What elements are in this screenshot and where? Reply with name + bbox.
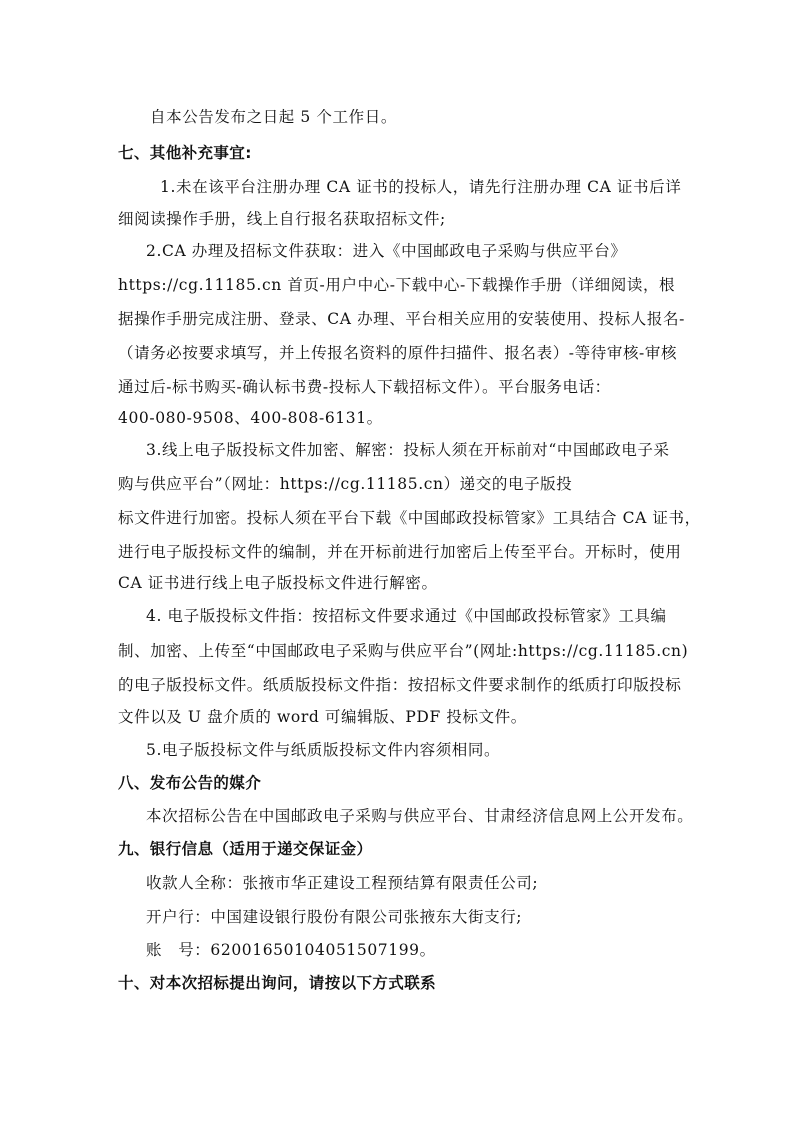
s7-p1-line2: 细阅读操作手册，线上自行报名获取招标文件;: [118, 210, 446, 228]
s7-p2-line4: （请务必按要求填写，并上传报名资料的原件扫描件、报名表）-等待审核-审核: [118, 344, 678, 362]
s7-p4-line4: 文件以及 U 盘介质的 word 可编辑版、PDF 投标文件。: [118, 708, 527, 726]
s7-p4-line2: 制、加密、上传至“中国邮政电子采购与供应平台”(网址:https://cg.11185.cn): [118, 642, 689, 660]
s7-p2-line2: https://cg.11185.cn 首页-用户中心-下载中心-下载操作手册（详细阅读，根: [118, 276, 676, 294]
s7-p2-line6: 400-080-9508、400-808-6131。: [118, 409, 383, 427]
section8-body: 本次招标公告在中国邮政电子采购与供应平台、甘肃经济信息网上公开发布。: [146, 807, 694, 825]
s7-p3-line1: 3.线上电子版投标文件加密、解密：投标人须在开标前对“中国邮政电子采: [146, 441, 670, 459]
s7-p2-line5: 通过后-标书购买-确认标书费-投标人下载招标文件）。平台服务电话：: [118, 378, 611, 396]
s7-p2-line3: 据操作手册完成注册、登录、CA 办理、平台相关应用的安装使用、投标人报名-: [118, 310, 685, 328]
section6-tail: 自本公告发布之日起 5 个工作日。: [150, 108, 397, 126]
bank-name: 开户行：中国建设银行股份有限公司张掖东大街支行;: [146, 908, 523, 926]
s7-p5-line1: 5.电子版投标文件与纸质版投标文件内容须相同。: [146, 741, 501, 759]
s7-p3-line5: CA 证书进行线上电子版投标文件进行解密。: [118, 574, 438, 592]
bank-account: 账 号：62001650104051507199。: [146, 941, 436, 959]
s7-p3-line2: 购与供应平台”（网址：https://cg.11185.cn）递交的电子版投: [118, 475, 573, 493]
section8-heading: 八、发布公告的媒介: [118, 774, 262, 792]
bank-payee: 收款人全称：张掖市华正建设工程预结算有限责任公司;: [146, 874, 539, 892]
s7-p3-line3: 标文件进行加密。投标人须在平台下载《中国邮政投标管家》工具结合 CA 证书，: [118, 509, 701, 527]
s7-p4-line1: 4. 电子版投标文件指：按招标文件要求通过《中国邮政投标管家》工具编: [146, 607, 667, 625]
s7-p4-line3: 的电子版投标文件。纸质版投标文件指：按招标文件要求制作的纸质打印版投标: [118, 676, 682, 694]
s7-p3-line4: 进行电子版投标文件的编制，并在开标前进行加密后上传至平台。开标时，使用: [118, 543, 682, 561]
section9-heading: 九、银行信息（适用于递交保证金）: [118, 840, 373, 858]
section7-heading: 七、其他补充事宜:: [118, 144, 252, 162]
s7-p2-line1: 2.CA 办理及招标文件获取：进入《中国邮政电子采购与供应平台》: [146, 242, 627, 260]
s7-p1-line1: 1.未在该平台注册办理 CA 证书的投标人，请先行注册办理 CA 证书后详: [160, 178, 682, 196]
section10-heading: 十、对本次招标提出询问，请按以下方式联系: [118, 974, 437, 992]
